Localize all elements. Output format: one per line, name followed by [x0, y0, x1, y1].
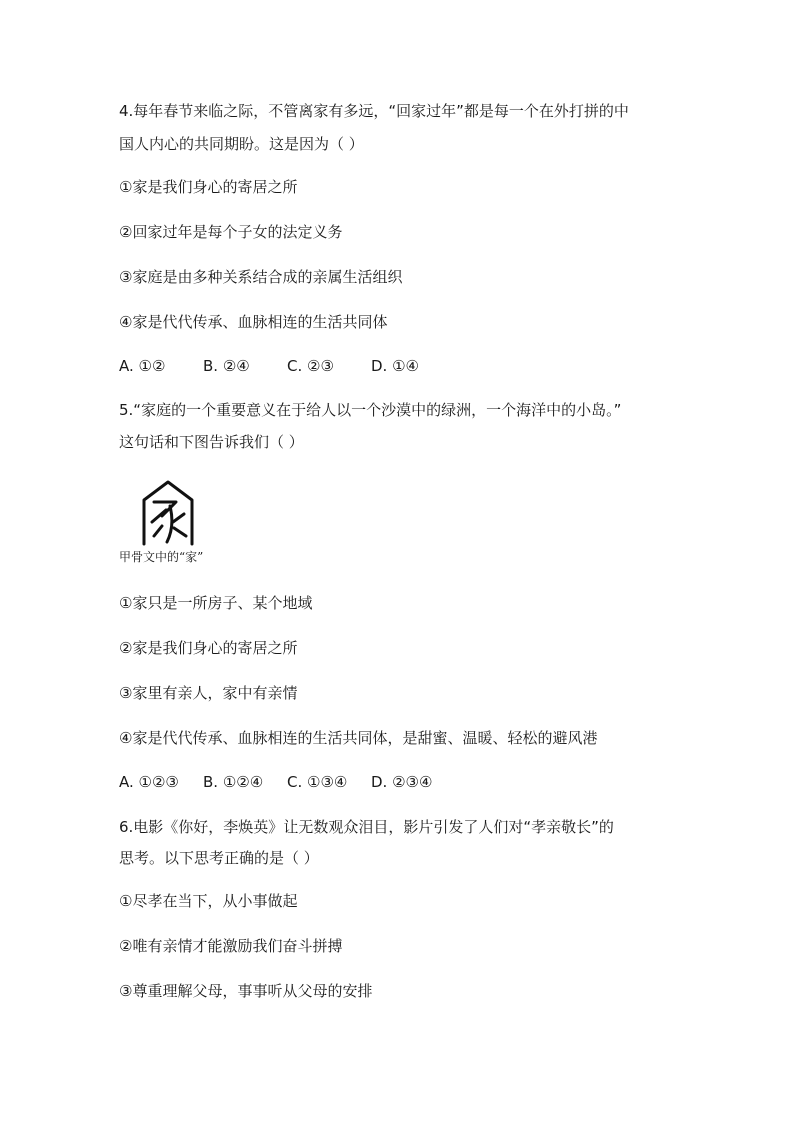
q4-options [119, 356, 419, 376]
q6-stem-line-2: 思考。以下思考正确的是（ ） [119, 849, 319, 867]
q5-item-1: ①家只是一所房子、某个地域 [119, 594, 313, 612]
q5-item-2: ②家是我们身心的寄居之所 [119, 639, 298, 657]
q5-option-a: A. ①②③ [119, 773, 179, 791]
q4-item-1: ①家是我们身心的寄居之所 [119, 178, 298, 196]
oracle-bone-jia-glyph [140, 478, 196, 548]
q4-stem-line-1: 4.每年春节来临之际，不管离家有多远，“回家过年”都是每一个在外打拼的中 [119, 102, 629, 120]
q4-option-b: B. ②④ [203, 357, 250, 375]
q4-option-d: D. ①④ [371, 357, 419, 375]
q5-option-b: B. ①②④ [203, 773, 264, 791]
q4-option-a: A. ①② [119, 357, 166, 375]
q5-stem-line-2: 这句话和下图告诉我们（ ） [119, 433, 304, 451]
q5-item-4: ④家是代代传承、血脉相连的生活共同体，是甜蜜、温暖、轻松的避风港 [119, 729, 598, 747]
q4-stem-line-2: 国人内心的共同期盼。这是因为（ ） [119, 135, 364, 153]
q6-stem-line-1: 6.电影《你好，李焕英》让无数观众泪目，影片引发了人们对“孝亲敬长”的 [119, 818, 614, 836]
q5-options [119, 772, 432, 792]
q5-stem-line-1: 5.“家庭的一个重要意义在于给人以一个沙漠中的绿洲，一个海洋中的小岛。” [119, 401, 622, 419]
q5-option-c: C. ①③④ [287, 773, 348, 791]
q5-item-3: ③家里有亲人，家中有亲情 [119, 684, 298, 702]
q4-option-c: C. ②③ [287, 357, 334, 375]
q4-item-4: ④家是代代传承、血脉相连的生活共同体 [119, 313, 388, 331]
figure-caption: 甲骨文中的“家” [119, 550, 204, 564]
q6-item-1: ①尽孝在当下，从小事做起 [119, 892, 298, 910]
q6-item-2: ②唯有亲情才能激励我们奋斗拼搏 [119, 937, 343, 955]
q6-item-3: ③尊重理解父母，事事听从父母的安排 [119, 982, 373, 1000]
q4-item-2: ②回家过年是每个子女的法定义务 [119, 223, 343, 241]
q4-item-3: ③家庭是由多种关系结合成的亲属生活组织 [119, 268, 403, 286]
q5-option-d: D. ②③④ [371, 773, 433, 791]
